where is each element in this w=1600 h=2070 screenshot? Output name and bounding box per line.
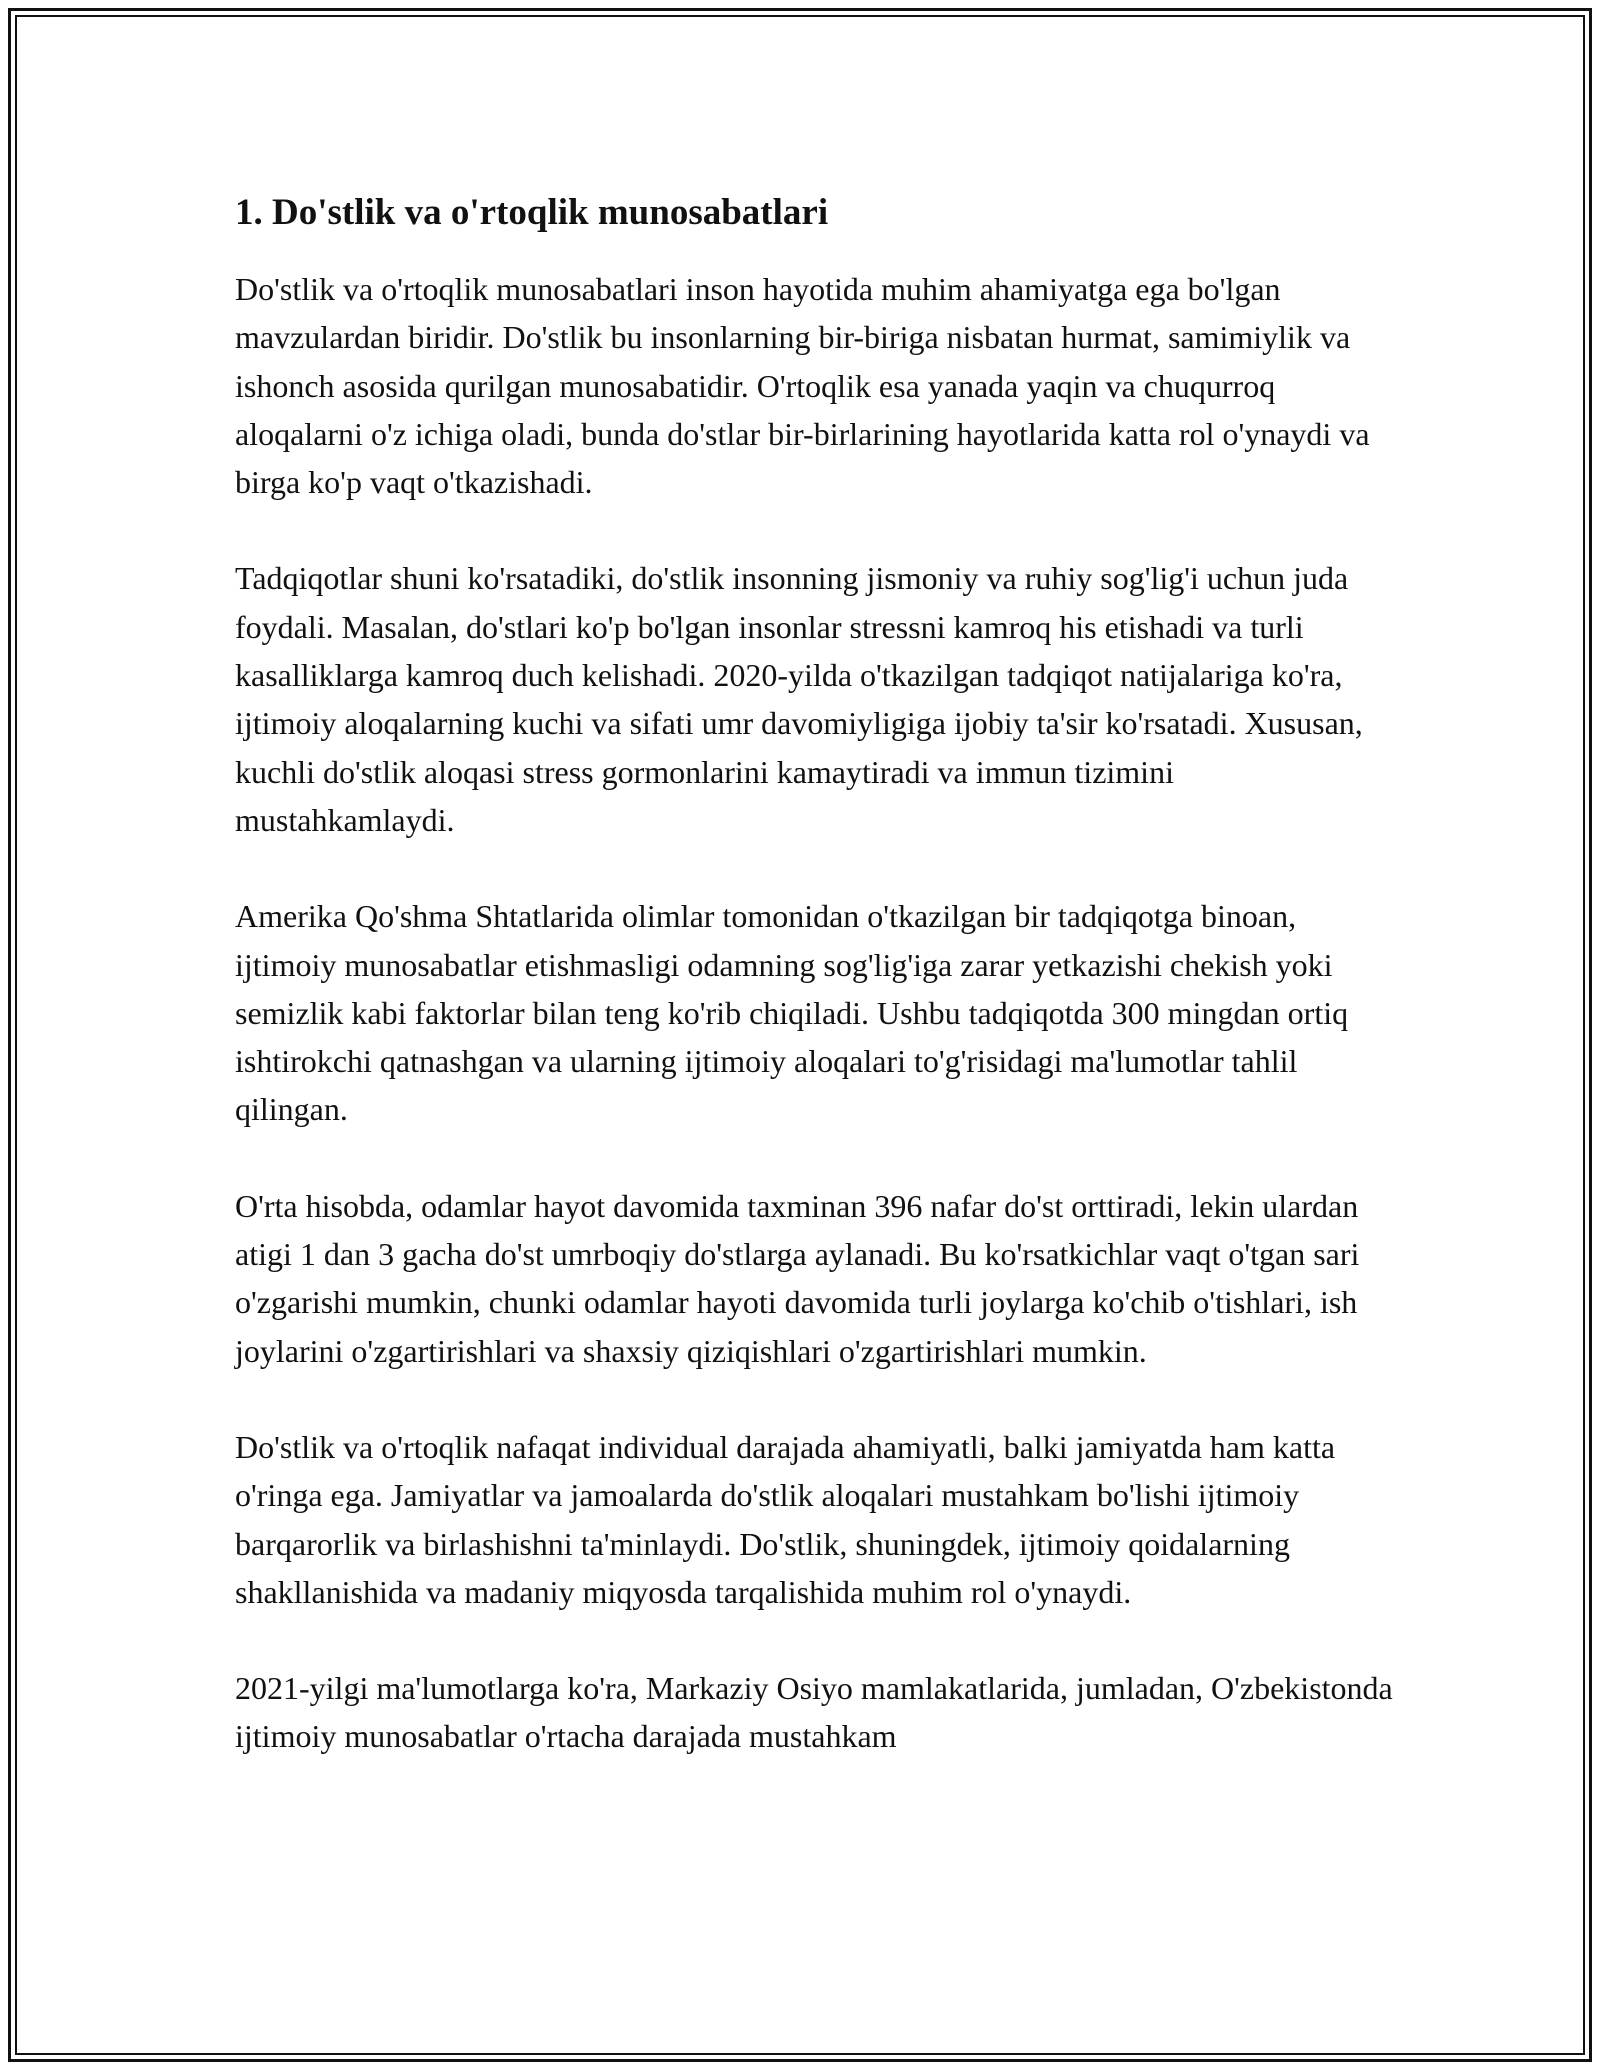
- paragraph-1: Do'stlik va o'rtoqlik munosabatlari inson hayotida muhim ahamiyatga ega bo'lgan mavzulardan biridir. Do'stlik bu insonlarning bir-biriga nisbatan hurmat, samimiylik va ishonch asosida qurilgan munosabatidir. O'rtoqlik esa yanada yaqin va chuqurroq aloqalarni o'z ichiga oladi, bunda do'stlar bir-birlarining hayotlarida katta rol o'ynaydi va birga ko'p vaqt o'tkazishadi.: [235, 271, 1370, 501]
- paragraph-5: Do'stlik va o'rtoqlik nafaqat individual darajada ahamiyatli, balki jamiyatda ham katta o'ringa ega. Jamiyatlar va jamoalarda do'stlik aloqalari mustahkam bo'lishi ijtimoiy barqarorlik va birlashishni ta'minlaydi. Do'stlik, shuningdek, ijtimoiy qoidalarning shakllanishida va madaniy miqyosda tarqalishida muhim rol o'ynaydi.: [235, 1428, 1336, 1610]
- document-body: [235, 185, 1395, 1809]
- paragraph-3: Amerika Qo'shma Shtatlarida olimlar tomonidan o'tkazilgan bir tadqiqotga binoan, ijtimoiy munosabatlar etishmasligi odamning sog'lig'iga zarar yetkazishi chekish yoki semizlik kabi faktorlar bilan teng ko'rib chiqiladi. Ushbu tadqiqotda 300 mingdan ortiq ishtirokchi qatnashgan va ularning ijtimoiy aloqalari to'g'risidagi ma'lumotlar tahlil qilingan.: [235, 898, 1349, 1128]
- paragraph-2: Tadqiqotlar shuni ko'rsatadiki, do'stlik insonning jismoniy va ruhiy sog'lig'i uchun juda foydali. Masalan, do'stlari ko'p bo'lgan insonlar stressni kamroq his etishadi va turli kasalliklarga kamroq duch kelishadi. 2020-yilda o'tkazilgan tadqiqot natijalariga ko'ra, ijtimoiy aloqalarning kuchi va sifati umr davomiyligiga ijobiy ta'sir ko'rsatadi. Xususan, kuchli do'stlik aloqasi stress gormonlarini kamaytiradi va immun tizimini mustahkamlaydi.: [235, 560, 1363, 838]
- paragraph-4: O'rta hisobda, odamlar hayot davomida taxminan 396 nafar do'st orttiradi, lekin ulardan atigi 1 dan 3 gacha do'st umrboqiy do'stlarga aylanadi. Bu ko'rsatkichlar vaqt o'tgan sari o'zgarishi mumkin, chunki odamlar hayoti davomida turli joylarga ko'chib o'tishlari, ish joylarini o'zgartirishlari va shaxsiy qiziqishlari o'zgartirishlari mumkin.: [235, 1187, 1360, 1369]
- paragraph-6: 2021-yilgi ma'lumotlarga ko'ra, Markaziy Osiyo mamlakatlarida, jumladan, O'zbekistonda ijtimoiy munosabatlar o'rtacha darajada mustahkam: [235, 1670, 1393, 1755]
- page-title: 1. Do'stlik va o'rtoqlik munosabatlari: [235, 192, 829, 233]
